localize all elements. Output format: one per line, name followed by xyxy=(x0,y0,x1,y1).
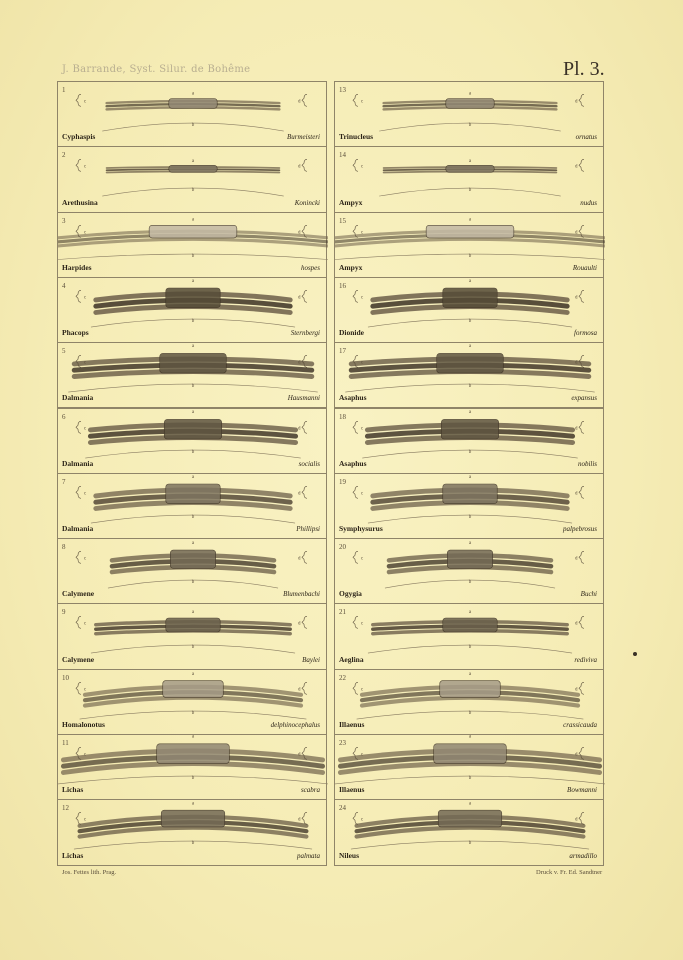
axial-ring xyxy=(438,810,502,827)
figure-cell xyxy=(334,603,604,669)
letter-a-label: a xyxy=(468,409,472,415)
figure-cell xyxy=(334,81,604,147)
figure-number: 22 xyxy=(339,673,346,682)
genus-label: Ampyx xyxy=(339,262,363,272)
letter-b-label: b xyxy=(468,580,472,586)
letter-a-label: a xyxy=(468,159,472,165)
left-measure-bracket xyxy=(76,617,81,629)
axial-ring xyxy=(149,225,237,238)
figure-cell xyxy=(57,473,327,539)
axial-ring xyxy=(437,354,504,374)
species-label: palmata xyxy=(297,851,320,860)
letter-b-label: b xyxy=(191,580,195,586)
figure-cell xyxy=(334,277,604,343)
figure-cell xyxy=(334,734,604,800)
printer-credit: Druck v. Fr. Ed. Sandtner xyxy=(536,869,603,876)
letter-b-label: b xyxy=(468,710,472,716)
figure-number: 10 xyxy=(62,673,69,682)
species-label: nobilis xyxy=(577,459,597,468)
thorax-segment-drawing xyxy=(335,670,605,735)
letter-b-label: b xyxy=(191,449,195,455)
bracket-letter: d xyxy=(298,99,301,105)
figure-cell xyxy=(57,669,327,735)
genus-label: Homalonotus xyxy=(62,719,105,729)
bracket-letter: c xyxy=(361,425,364,431)
left-measure-bracket xyxy=(353,94,358,106)
thorax-segment-drawing xyxy=(335,474,605,539)
genus-label: Calymene xyxy=(62,589,95,599)
genus-label: Arethusina xyxy=(62,197,98,207)
bracket-letter: c xyxy=(361,295,364,301)
bracket-letter: d xyxy=(298,491,301,497)
letter-a-label: a xyxy=(468,474,472,480)
figure-cell xyxy=(334,538,604,604)
left-measure-bracket xyxy=(76,94,81,106)
thorax-segment-drawing xyxy=(335,213,605,278)
species-label: Blumenbachi xyxy=(283,590,320,599)
thorax-segment-drawing xyxy=(58,670,328,735)
figure-cell xyxy=(57,734,327,800)
right-measure-bracket xyxy=(302,617,307,629)
species-label: socialis xyxy=(298,459,320,468)
left-measure-bracket xyxy=(353,421,358,433)
ink-speck xyxy=(633,652,637,656)
bracket-letter: c xyxy=(84,752,87,758)
genus-label: Asaphus xyxy=(339,458,367,468)
axial-ring xyxy=(169,99,217,109)
figure-cell xyxy=(57,538,327,604)
pleura-band xyxy=(63,764,322,773)
bracket-letter: d xyxy=(575,99,578,105)
species-label: Sternbergi xyxy=(290,329,320,338)
figure-number: 12 xyxy=(62,804,69,813)
left-measure-bracket xyxy=(353,486,358,498)
right-measure-bracket xyxy=(302,421,307,433)
genus-label: Calymene xyxy=(62,654,95,664)
figure-number: 17 xyxy=(339,347,346,356)
pleura-band xyxy=(85,697,301,705)
right-measure-bracket xyxy=(302,94,307,106)
bracket-letter: d xyxy=(575,556,578,562)
genus-label: Lichas xyxy=(62,850,84,860)
species-label: rediviva xyxy=(574,655,597,664)
bracket-letter: d xyxy=(575,229,578,235)
bracket-letter: d xyxy=(575,752,578,758)
letter-b-label: b xyxy=(468,776,472,782)
axial-ring xyxy=(170,550,215,568)
bracket-letter: c xyxy=(84,295,87,301)
species-label: nudus xyxy=(580,198,597,207)
letter-b-label: b xyxy=(468,645,472,651)
axial-ring xyxy=(160,354,227,374)
figure-number: 2 xyxy=(62,151,66,160)
letter-b-label: b xyxy=(468,841,472,847)
genus-label: Symphysurus xyxy=(339,524,383,534)
left-measure-bracket xyxy=(76,682,81,694)
axial-ring xyxy=(166,288,220,308)
figure-cell xyxy=(57,212,327,278)
left-measure-bracket xyxy=(76,421,81,433)
species-label: Burmeisteri xyxy=(286,133,320,142)
thorax-segment-drawing xyxy=(58,343,328,408)
figure-cell xyxy=(334,669,604,735)
bracket-letter: d xyxy=(575,164,578,170)
bracket-letter: c xyxy=(361,491,364,497)
right-measure-bracket xyxy=(579,551,584,563)
species-label: Baylei xyxy=(302,655,320,664)
species-label: formosa xyxy=(574,329,597,338)
bracket-letter: d xyxy=(575,817,578,823)
letter-a-label: a xyxy=(191,409,195,415)
letter-a-label: a xyxy=(191,278,195,284)
axial-ring xyxy=(163,680,223,697)
species-label: hospes xyxy=(300,263,320,272)
bracket-letter: d xyxy=(575,425,578,431)
letter-a-label: a xyxy=(191,159,195,165)
letter-a-label: a xyxy=(468,278,472,284)
right-measure-bracket xyxy=(302,813,307,825)
pleura-band xyxy=(340,764,599,773)
right-measure-bracket xyxy=(302,682,307,694)
thorax-segment-drawing xyxy=(335,409,605,474)
letter-a-label: a xyxy=(468,91,472,97)
left-measure-bracket xyxy=(353,682,358,694)
right-measure-bracket xyxy=(302,160,307,172)
letter-a-label: a xyxy=(468,541,472,547)
bracket-letter: d xyxy=(298,164,301,170)
letter-a-label: a xyxy=(191,474,195,480)
axial-ring xyxy=(440,680,500,697)
axial-ring xyxy=(443,618,497,632)
left-measure-bracket xyxy=(353,813,358,825)
figure-number: 19 xyxy=(339,477,346,486)
bracket-letter: c xyxy=(361,164,364,170)
letter-b-label: b xyxy=(468,253,472,259)
thorax-segment-drawing xyxy=(335,800,605,865)
bracket-letter: c xyxy=(361,229,364,235)
figure-number: 14 xyxy=(339,151,346,160)
figure-number: 20 xyxy=(339,543,346,552)
thorax-segment-drawing xyxy=(335,278,605,343)
thorax-segment-drawing xyxy=(335,147,605,212)
letter-b-label: b xyxy=(468,514,472,520)
figure-cell xyxy=(334,473,604,539)
species-label: Buchi xyxy=(580,590,597,599)
left-measure-bracket xyxy=(76,813,81,825)
letter-a-label: a xyxy=(468,801,472,807)
thorax-segment-drawing xyxy=(58,409,328,474)
letter-b-label: b xyxy=(191,776,195,782)
left-measure-bracket xyxy=(76,551,81,563)
letter-a-label: a xyxy=(468,610,472,616)
bracket-letter: d xyxy=(298,817,301,823)
right-measure-bracket xyxy=(579,94,584,106)
letter-a-label: a xyxy=(191,217,195,223)
letter-b-label: b xyxy=(191,710,195,716)
pleura-band xyxy=(80,828,307,837)
right-measure-bracket xyxy=(579,290,584,302)
letter-b-label: b xyxy=(191,253,195,259)
letter-a-label: a xyxy=(468,217,472,223)
axial-ring xyxy=(166,484,220,504)
species-label: Rouaulti xyxy=(572,263,597,272)
letter-a-label: a xyxy=(191,610,195,616)
genus-label: Illaenus xyxy=(339,719,365,729)
bracket-letter: d xyxy=(298,295,301,301)
thorax-segment-drawing xyxy=(58,474,328,539)
thorax-segment-drawing xyxy=(58,213,328,278)
bracket-letter: d xyxy=(298,229,301,235)
letter-a-label: a xyxy=(191,735,195,740)
bracket-letter: c xyxy=(84,817,87,823)
figure-number: 21 xyxy=(339,608,346,617)
letter-a-label: a xyxy=(468,344,472,350)
letter-a-label: a xyxy=(191,344,195,350)
right-measure-bracket xyxy=(579,617,584,629)
species-label: palpebrosus xyxy=(563,525,597,534)
letter-b-label: b xyxy=(191,514,195,520)
bracket-letter: d xyxy=(298,686,301,692)
pleura-band xyxy=(357,828,584,837)
genus-label: Aeglina xyxy=(339,654,364,664)
figure-number: 9 xyxy=(62,608,66,617)
thorax-segment-drawing xyxy=(58,278,328,343)
genus-label: Asaphus xyxy=(339,393,367,403)
plate-number: Pl. 3. xyxy=(563,58,605,80)
figure-cell xyxy=(334,146,604,212)
axial-ring xyxy=(443,484,497,504)
axial-ring xyxy=(164,419,221,439)
genus-label: Dalmania xyxy=(62,393,94,403)
letter-a-label: a xyxy=(468,735,472,740)
species-label: expansus xyxy=(571,394,597,403)
genus-label: Dionide xyxy=(339,328,365,338)
pleura-band xyxy=(58,239,328,248)
genus-label: Ampyx xyxy=(339,197,363,207)
pleura-band xyxy=(335,239,605,248)
letter-b-label: b xyxy=(468,123,472,129)
axial-ring xyxy=(157,744,230,764)
genus-label: Trinucleus xyxy=(339,132,374,142)
left-measure-bracket xyxy=(76,486,81,498)
bracket-letter: d xyxy=(298,556,301,562)
genus-label: Illaenus xyxy=(339,785,365,795)
figure-cell xyxy=(334,408,604,474)
bracket-letter: c xyxy=(84,360,87,366)
thorax-segment-drawing xyxy=(58,800,328,865)
figure-number: 5 xyxy=(62,347,66,356)
letter-b-label: b xyxy=(191,123,195,129)
right-measure-bracket xyxy=(302,551,307,563)
thorax-segment-drawing xyxy=(335,735,605,800)
bracket-letter: c xyxy=(361,817,364,823)
figure-number: 8 xyxy=(62,543,66,552)
figure-number: 6 xyxy=(62,412,66,421)
figure-number: 15 xyxy=(339,216,346,225)
figure-number: 3 xyxy=(62,216,66,225)
axial-ring xyxy=(161,810,225,827)
figure-cell xyxy=(334,212,604,278)
figure-cell xyxy=(57,81,327,147)
bracket-letter: d xyxy=(575,295,578,301)
axial-ring xyxy=(446,166,494,173)
genus-label: Phacops xyxy=(62,328,89,338)
axial-ring xyxy=(434,744,507,764)
letter-b-label: b xyxy=(191,318,195,324)
thorax-segment-drawing xyxy=(58,604,328,669)
left-measure-bracket xyxy=(76,290,81,302)
letter-b-label: b xyxy=(191,841,195,847)
figure-number: 18 xyxy=(339,412,346,421)
bracket-letter: c xyxy=(84,556,87,562)
species-label: armadillo xyxy=(569,851,597,860)
left-measure-bracket xyxy=(353,290,358,302)
letter-a-label: a xyxy=(468,671,472,677)
bracket-letter: c xyxy=(361,556,364,562)
bracket-letter: c xyxy=(84,164,87,170)
thorax-segment-drawing xyxy=(335,343,605,408)
bracket-letter: d xyxy=(298,752,301,758)
figure-cell xyxy=(57,603,327,669)
bracket-letter: d xyxy=(298,621,301,627)
species-label: Phillipsi xyxy=(296,525,320,534)
thorax-segment-drawing xyxy=(58,82,328,147)
genus-label: Cyphaspis xyxy=(62,132,96,142)
axial-ring xyxy=(441,419,498,439)
axial-ring xyxy=(447,550,492,568)
figure-number: 13 xyxy=(339,86,346,94)
genus-label: Nileus xyxy=(339,850,360,860)
right-measure-bracket xyxy=(579,160,584,172)
bracket-letter: d xyxy=(298,360,301,366)
letter-b-label: b xyxy=(468,449,472,455)
letter-a-label: a xyxy=(191,541,195,547)
genus-label: Lichas xyxy=(62,785,84,795)
letter-a-label: a xyxy=(191,801,195,807)
bracket-letter: c xyxy=(361,752,364,758)
figure-number: 24 xyxy=(339,804,346,813)
bracket-letter: d xyxy=(298,425,301,431)
bracket-letter: d xyxy=(575,621,578,627)
figure-cell xyxy=(334,342,604,408)
right-measure-bracket xyxy=(579,486,584,498)
letter-b-label: b xyxy=(191,384,195,390)
figure-cell xyxy=(57,342,327,408)
bracket-letter: c xyxy=(84,491,87,497)
right-measure-bracket xyxy=(579,421,584,433)
species-label: ornatus xyxy=(575,133,597,142)
axial-ring xyxy=(446,99,494,109)
genus-label: Dalmania xyxy=(62,524,94,534)
thorax-segment-drawing xyxy=(58,735,328,800)
species-label: Bowmanni xyxy=(567,786,597,795)
bracket-letter: d xyxy=(575,686,578,692)
figure-number: 16 xyxy=(339,281,346,290)
axial-ring xyxy=(169,166,217,173)
bracket-letter: c xyxy=(84,621,87,627)
thorax-segment-drawing xyxy=(58,147,328,212)
author-line: J. Barrande, Syst. Silur. de Bohême xyxy=(62,64,251,75)
right-measure-bracket xyxy=(302,486,307,498)
figure-cell xyxy=(57,277,327,343)
letter-a-label: a xyxy=(191,91,195,97)
bracket-letter: d xyxy=(575,491,578,497)
figure-cell xyxy=(57,146,327,212)
right-measure-bracket xyxy=(579,682,584,694)
letter-b-label: b xyxy=(191,188,195,194)
figure-cell xyxy=(57,799,327,865)
letter-b-label: b xyxy=(191,645,195,651)
bracket-letter: c xyxy=(361,360,364,366)
figure-number: 11 xyxy=(62,739,69,747)
right-measure-bracket xyxy=(579,813,584,825)
species-label: delphinocephalus xyxy=(270,720,320,729)
left-measure-bracket xyxy=(353,160,358,172)
figure-cell xyxy=(57,408,327,474)
species-label: Konincki xyxy=(294,198,320,207)
thorax-segment-drawing xyxy=(335,82,605,147)
species-label: crassicauda xyxy=(563,720,597,729)
thorax-segment-drawing xyxy=(335,539,605,604)
species-label: Hausmanni xyxy=(287,394,320,403)
figure-number: 4 xyxy=(62,281,66,290)
right-measure-bracket xyxy=(302,290,307,302)
left-measure-bracket xyxy=(353,551,358,563)
bracket-letter: c xyxy=(84,686,87,692)
left-measure-bracket xyxy=(76,160,81,172)
genus-label: Harpides xyxy=(62,262,92,272)
bracket-letter: d xyxy=(575,360,578,366)
genus-label: Ogygia xyxy=(339,589,362,599)
genus-label: Dalmania xyxy=(62,458,94,468)
bracket-letter: c xyxy=(84,229,87,235)
bracket-letter: c xyxy=(361,686,364,692)
axial-ring xyxy=(426,225,514,238)
letter-b-label: b xyxy=(468,318,472,324)
pleura-band xyxy=(362,697,578,705)
figure-number: 7 xyxy=(62,477,66,486)
letter-a-label: a xyxy=(191,671,195,677)
bracket-letter: c xyxy=(361,621,364,627)
bracket-letter: c xyxy=(361,99,364,105)
letter-b-label: b xyxy=(468,384,472,390)
thorax-segment-drawing xyxy=(58,539,328,604)
thorax-segment-drawing xyxy=(335,604,605,669)
axial-ring xyxy=(443,288,497,308)
axial-ring xyxy=(166,618,220,632)
figure-number: 1 xyxy=(62,86,66,94)
lithographer-credit: Jos. Fettes lith. Prag. xyxy=(62,869,117,876)
bracket-letter: c xyxy=(84,99,87,105)
species-label: scabra xyxy=(300,786,320,795)
figure-cell xyxy=(334,799,604,865)
figure-number: 23 xyxy=(339,739,346,747)
left-measure-bracket xyxy=(353,617,358,629)
letter-b-label: b xyxy=(468,188,472,194)
bracket-letter: c xyxy=(84,425,87,431)
